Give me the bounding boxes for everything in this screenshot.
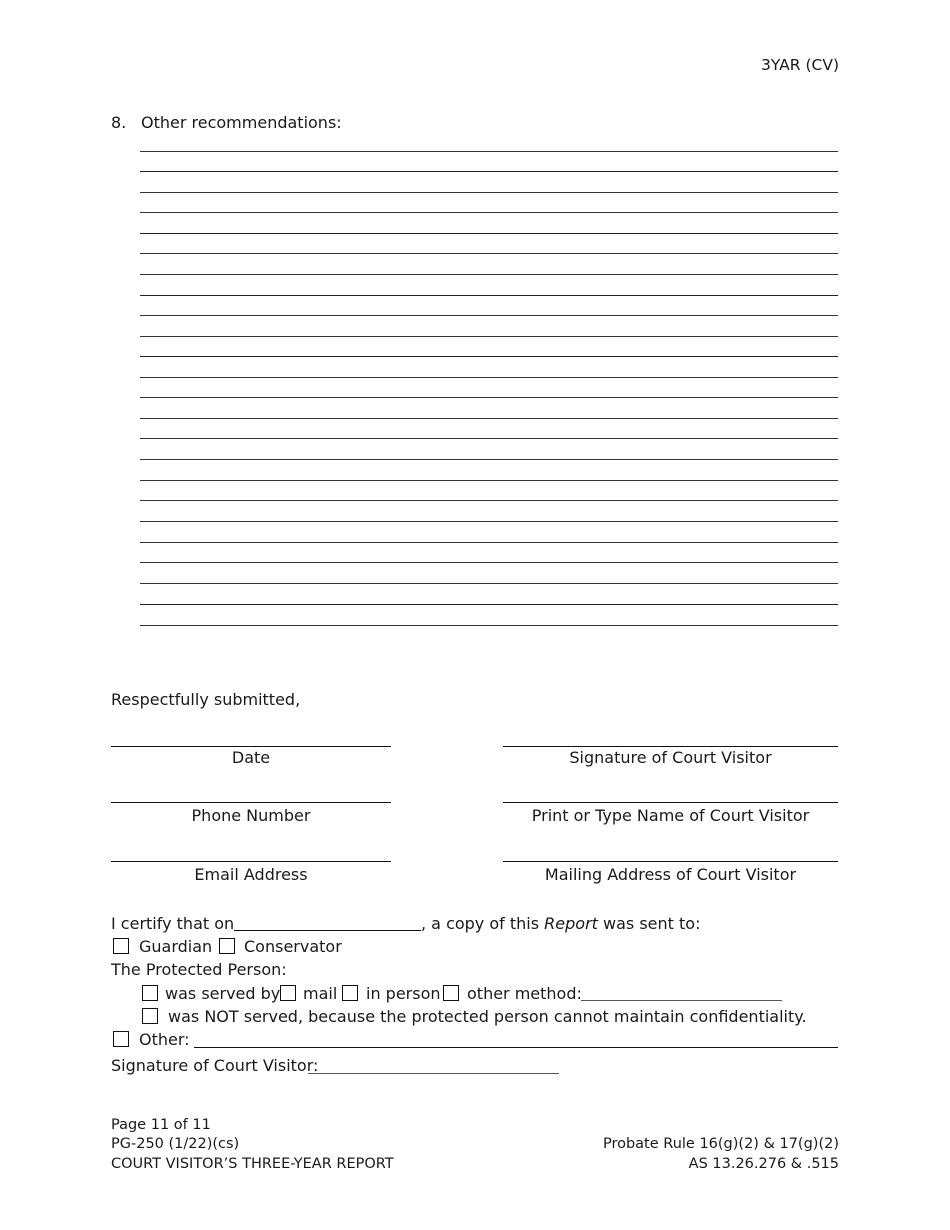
writing-line[interactable] xyxy=(140,604,838,605)
footer-statute: AS 13.26.276 & .515 xyxy=(688,1156,839,1172)
phone-label: Phone Number xyxy=(191,806,311,825)
footer-page-number: Page 11 of 11 xyxy=(111,1117,211,1133)
print-name-label: Print or Type Name of Court Visitor xyxy=(531,806,810,825)
mailing-address-label: Mailing Address of Court Visitor xyxy=(544,865,797,884)
not-served-checkbox[interactable] xyxy=(142,1008,158,1024)
writing-line[interactable] xyxy=(140,418,838,419)
signature-label: Signature of Court Visitor xyxy=(569,748,772,767)
certify-intro-end: was sent to: xyxy=(603,914,701,933)
certify-intro xyxy=(111,914,234,933)
mail-label: mail xyxy=(303,984,338,1003)
writing-line[interactable] xyxy=(140,542,838,543)
writing-line[interactable] xyxy=(140,274,838,275)
writing-line[interactable] xyxy=(140,192,838,193)
writing-line[interactable] xyxy=(140,438,838,439)
conservator-checkbox[interactable] xyxy=(219,938,235,954)
served-by-label: was served by xyxy=(165,984,281,1003)
print-name-line[interactable] xyxy=(503,802,838,803)
other-method-label: other method: xyxy=(467,984,582,1003)
guardian-checkbox[interactable] xyxy=(113,938,129,954)
other-checkbox[interactable] xyxy=(113,1031,129,1047)
writing-line[interactable] xyxy=(140,459,838,460)
email-label: Email Address xyxy=(194,865,308,884)
writing-line[interactable] xyxy=(140,212,838,213)
phone-line[interactable] xyxy=(111,802,391,803)
guardian-label: Guardian xyxy=(139,937,213,956)
not-served-label: was NOT served, because the protected person cannot maintain confidentiality. xyxy=(168,1007,807,1026)
writing-line[interactable] xyxy=(140,253,838,254)
writing-line[interactable] xyxy=(140,233,838,234)
writing-line[interactable] xyxy=(140,521,838,522)
conservator-label: Conservator xyxy=(244,937,342,956)
email-line[interactable] xyxy=(111,861,391,862)
cert-signature-blank[interactable] xyxy=(308,1073,559,1074)
served-checkbox[interactable] xyxy=(142,985,158,1001)
date-line[interactable] xyxy=(111,746,391,747)
certify-date-blank[interactable] xyxy=(234,930,421,931)
certify-intro-before: I certify that on xyxy=(111,914,235,933)
writing-line[interactable] xyxy=(140,625,838,626)
cert-signature-label: Signature of Court Visitor: xyxy=(111,1056,319,1075)
other-method-blank[interactable] xyxy=(581,1000,782,1001)
question-label: Other recommendations: xyxy=(141,113,342,132)
closing-text: Respectfully submitted, xyxy=(111,690,301,709)
writing-line[interactable] xyxy=(140,583,838,584)
certify-intro-rest xyxy=(421,914,700,933)
writing-line[interactable] xyxy=(140,500,838,501)
writing-line[interactable] xyxy=(140,356,838,357)
protected-person-label: The Protected Person: xyxy=(111,960,287,979)
mailing-address-line[interactable] xyxy=(503,861,838,862)
report-word: Report xyxy=(544,914,598,933)
writing-line[interactable] xyxy=(140,377,838,378)
writing-line[interactable] xyxy=(140,562,838,563)
certify-intro-after: , a copy of this xyxy=(421,914,540,933)
signature-line[interactable] xyxy=(503,746,838,747)
footer-form-number: PG-250 (1/22)(cs) xyxy=(111,1136,240,1152)
footer-title: COURT VISITOR’S THREE-YEAR REPORT xyxy=(111,1156,394,1172)
mail-checkbox[interactable] xyxy=(280,985,296,1001)
footer-rule: Probate Rule 16(g)(2) & 17(g)(2) xyxy=(602,1136,839,1152)
writing-line[interactable] xyxy=(140,397,838,398)
in-person-label: in person xyxy=(366,984,441,1003)
writing-line[interactable] xyxy=(140,171,838,172)
writing-line[interactable] xyxy=(140,151,838,152)
other-method-checkbox[interactable] xyxy=(443,985,459,1001)
form-code: 3YAR (CV) xyxy=(761,56,839,74)
date-label: Date xyxy=(231,748,271,767)
in-person-checkbox[interactable] xyxy=(342,985,358,1001)
other-label: Other: xyxy=(139,1030,190,1049)
other-blank[interactable] xyxy=(194,1047,838,1048)
writing-line[interactable] xyxy=(140,295,838,296)
writing-line[interactable] xyxy=(140,315,838,316)
writing-line[interactable] xyxy=(140,480,838,481)
question-number: 8. xyxy=(111,113,127,132)
writing-line[interactable] xyxy=(140,336,838,337)
